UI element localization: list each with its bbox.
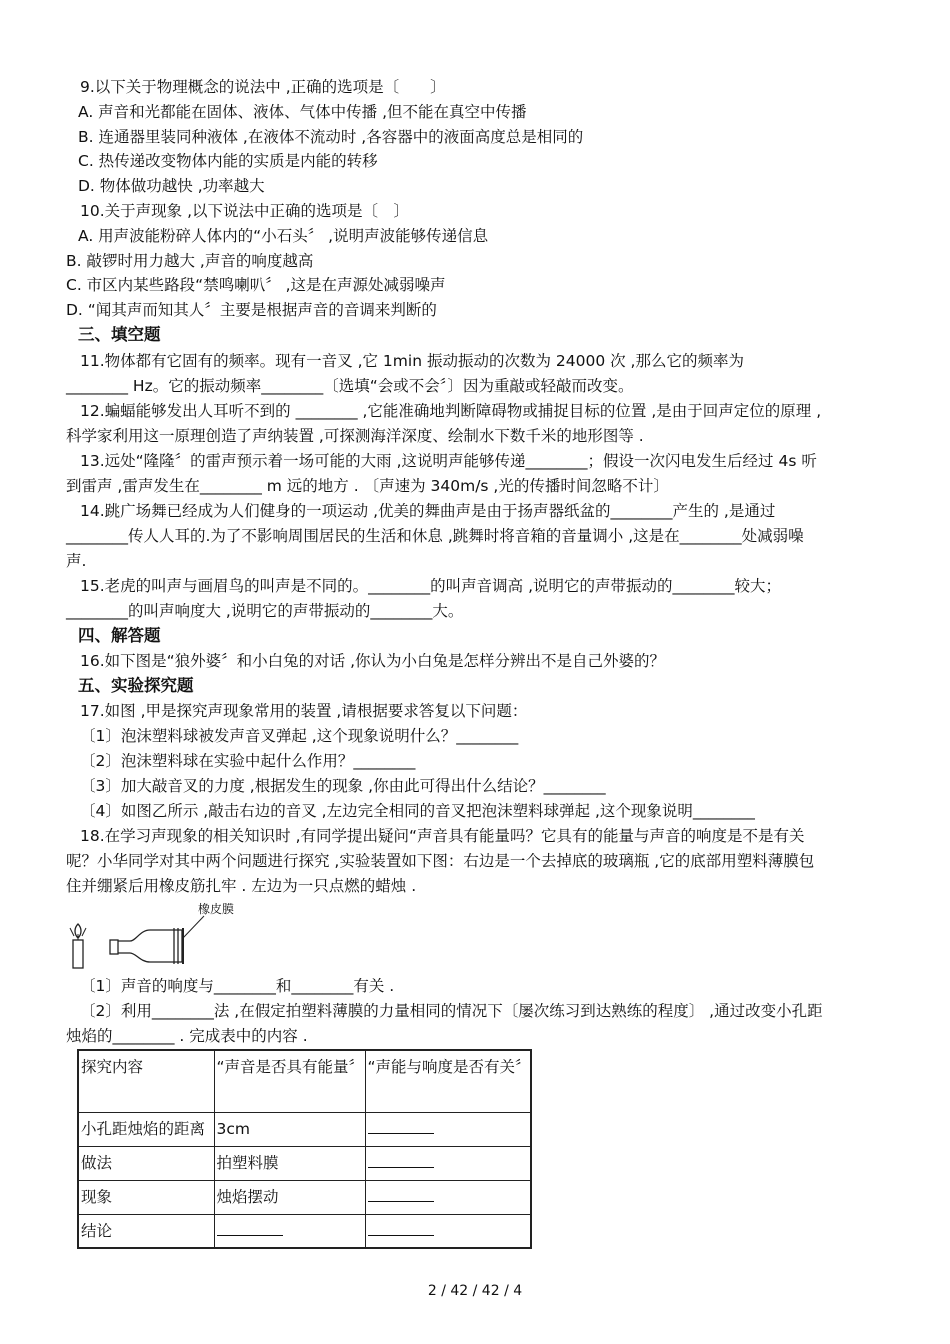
table-cell-blank[interactable] [365,1146,531,1180]
q15-line1: 15.老虎的叫声与画眉鸟的叫声是不同的。________的叫声音调高 ,说明它的声带振动的________较大； [80,577,782,595]
q10-option-b: B. 敲锣时用力越大 ,声音的响度越高 [66,252,314,270]
q17-part4: 〔4〕如图乙所示 ,敲击右边的音叉 ,左边完全相同的音叉把泡沫塑料球弹起 ,这个现象说明________ [80,802,755,820]
table-row [78,1214,531,1248]
q14-line1: 14.跳广场舞已经成为人们健身的一项运动 ,优美的舞曲声是由于扬声器纸盆的________产生的 ,是通过 [80,502,776,520]
table-cell: 小孔距烛焰的距离 [78,1112,214,1146]
table-cell-blank[interactable] [365,1180,531,1214]
table-row [78,1180,531,1214]
table-cell: 拍塑料膜 [214,1146,365,1180]
table-cell: 3cm [214,1112,365,1146]
q10-option-a: A. 用声波能粉碎人体内的“小石头〞 ,说明声波能够传递信息 [78,227,489,245]
q10-option-c: C. 市区内某些路段“禁鸣喇叭〞 ,这是在声源处减弱噪声 [66,276,446,294]
candle-icon [70,924,86,968]
q14-line2: ________传人人耳的.为了不影响周围居民的生活和休息 ,跳舞时将音箱的音量调小 ,这是在________处减弱噪 [66,527,804,545]
section-heading-answer: 四、解答题 [78,626,161,645]
q17-part3: 〔3〕加大敲音叉的力度 ,根据发生的现象 ,你由此可得出什么结论？________ [80,777,606,795]
q16-text: 16.如下图是“狼外婆〞和小白兔的对话 ,你认为小白兔是怎样分辨出不是自己外婆的？ [80,652,666,670]
table-header-row [78,1050,531,1112]
page-footer: 2 / 42 / 42 / 4 [427,1283,523,1299]
candle-bottle-figure [62,898,262,970]
bottle-icon [110,916,204,964]
q14-line3: 声. [66,552,87,570]
q18-line2: 呢？小华同学对其中两个问题进行探究 ,实验装置如下图：右边是一个去掉底的玻璃瓶 ,它的底部用塑料薄膜包 [66,852,815,870]
table-row [78,1112,531,1146]
rubber-membrane-label: 橡皮膜 [198,902,235,916]
q17-stem: 17.如图 ,甲是探究声现象常用的装置 ,请根据要求答复以下问题： [80,702,528,720]
q12-line1: 12.蝙蝠能够发出人耳听不到的 ________ ,它能准确地判断障碍物或捕捉目标的位置 ,是由于回声定位的原理 , [80,402,822,420]
q12-line2: 科学家利用这一原理创造了声纳装置 ,可探测海洋深度、绘制水下数千米的地形图等 . [66,427,644,445]
q15-line2: ________的叫声响度大 ,说明它的声带振动的________大。 [66,602,464,620]
table-cell: 做法 [78,1146,214,1180]
table-cell: 烛焰摆动 [214,1180,365,1214]
q18-part2b: 烛焰的________ . 完成表中的内容 . [66,1027,308,1045]
table-cell: 结论 [78,1214,214,1248]
section-heading-fill-blank: 三、填空题 [78,325,161,344]
table-header-cell: 探究内容 [78,1050,214,1112]
experiment-table [77,1049,532,1249]
q13-line2: 到雷声 ,雷声发生在________ m 远的地方 . 〔声速为 340m/s ,光的传播时间忽略不计〕 [66,477,669,495]
section-heading-experiment: 五、实验探究题 [78,676,194,695]
q17-part1: 〔1〕泡沫塑料球被发声音叉弹起 ,这个现象说明什么？________ [80,727,519,745]
q10-option-d: D. “闻其声而知其人〞主要是根据声音的音调来判断的 [66,301,437,319]
q9-option-a: A. 声音和光都能在固体、液体、气体中传播 ,但不能在真空中传播 [78,103,527,121]
q18-part1: 〔1〕声音的响度与________和________有关 . [80,977,395,995]
table-header-cell: “声音是否具有能量〞 [214,1050,365,1112]
q18-line3: 住并绷紧后用橡皮筋扎牢 . 左边为一只点燃的蜡烛 . [66,877,417,895]
q10-stem: 10.关于声现象 ,以下说法中正确的选项是〔 〕 [80,202,410,220]
table-header-cell: “声能与响度是否有关〞 [365,1050,531,1112]
q9-option-d: D. 物体做功越快 ,功率越大 [78,177,265,195]
q17-part2: 〔2〕泡沫塑料球在实验中起什么作用？________ [80,752,416,770]
table-cell-blank[interactable] [214,1214,365,1248]
q11-line1: 11.物体都有它固有的频率。现有一音叉 ,它 1min 振动振动的次数为 24000 次 ,那么它的频率为 [80,352,744,370]
q13-line1: 13.远处“隆隆〞的雷声预示着一场可能的大雨 ,这说明声能够传递________；假设一次闪电发生后经过 4s 听 [80,452,817,470]
q9-option-b: B. 连通器里装同种液体 ,在液体不流动时 ,各容器中的液面高度总是相同的 [78,128,584,146]
q9-option-c: C. 热传递改变物体内能的实质是内能的转移 [78,152,378,170]
table-row [78,1146,531,1180]
table-cell-blank[interactable] [365,1112,531,1146]
q18-line1: 18.在学习声现象的相关知识时 ,有同学提出疑问“声音具有能量吗？它具有的能量与声音的响度是不是有关 [80,827,805,845]
table-cell: 现象 [78,1180,214,1214]
q9-stem: 9.以下关于物理概念的说法中 ,正确的选项是〔 〕 [80,78,446,96]
q11-line2: ________ Hz。它的振动频率________〔选填“会或不会〞〕因为重敲或轻敲而改变。 [66,377,634,395]
q18-part2a: 〔2〕利用________法 ,在假定拍塑料薄膜的力量相同的情况下〔屡次练习到达熟练的程度〕 ,通过改变小孔距 [80,1002,823,1020]
table-cell-blank[interactable] [365,1214,531,1248]
